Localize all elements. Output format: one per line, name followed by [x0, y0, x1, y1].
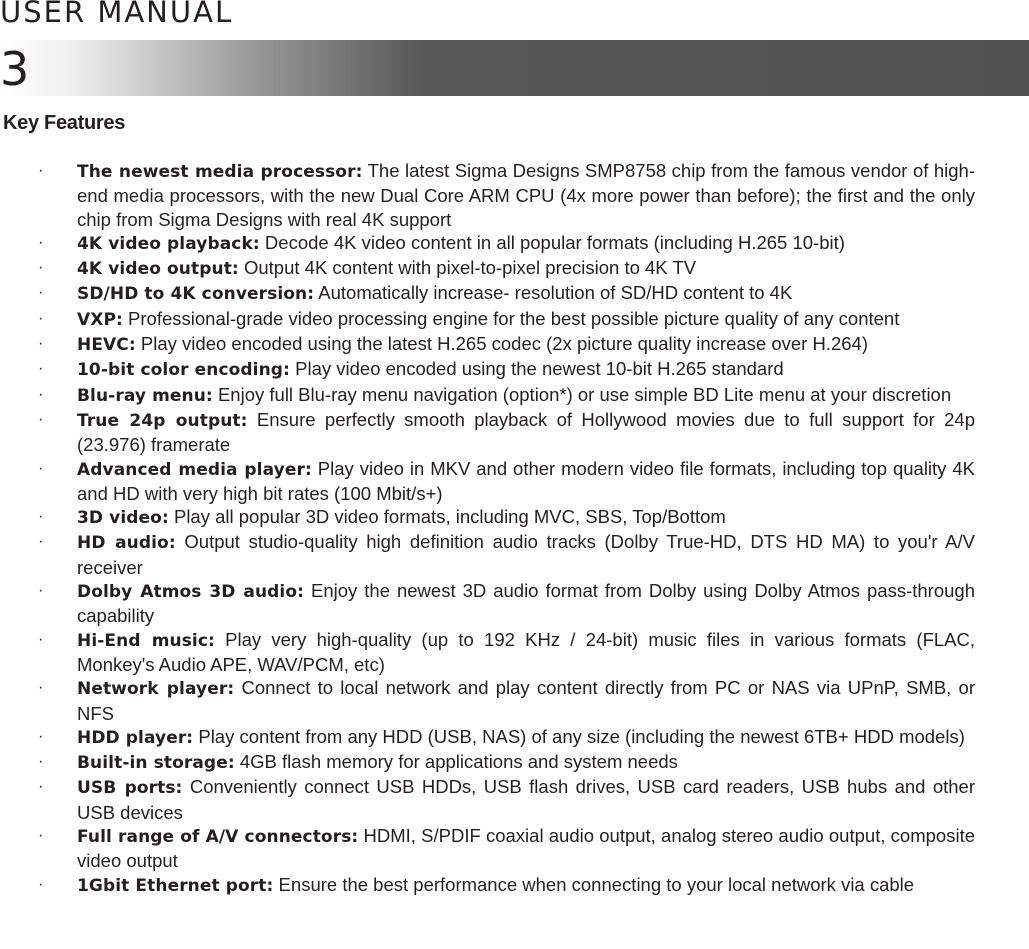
feature-term: Dolby Atmos 3D audio:: [77, 582, 305, 603]
feature-item: [0, 159, 975, 231]
feature-term: Advanced media player:: [77, 459, 312, 480]
feature-term: 1Gbit Ethernet port:: [77, 875, 274, 896]
feature-description: Conveniently connect USB HDDs, USB flash drives, USB card readers, USB hubs and other USB devices: [77, 776, 976, 823]
feature-term: 3D video:: [77, 508, 169, 529]
feature-term: VXP:: [77, 309, 123, 330]
feature-term: 4K video playback:: [77, 233, 260, 254]
feature-term: 10-bit color encoding:: [77, 360, 290, 381]
feature-term: Network player:: [77, 679, 235, 700]
feature-term: Blu-ray menu:: [77, 385, 213, 406]
feature-description: Professional-grade video processing engine for the best possible picture quality of any content: [122, 307, 900, 329]
feature-item: [0, 281, 975, 306]
feature-description: Play video encoded using the newest 10-bit H.265 standard: [289, 358, 784, 380]
bullet-dot: ·: [38, 753, 44, 771]
feature-item: [0, 676, 975, 725]
feature-term: USB ports:: [77, 778, 183, 799]
feature-item: [0, 750, 975, 775]
feature-item: [0, 332, 975, 357]
feature-description: Automatically increase- resolution of SD/HD content to 4K: [314, 282, 793, 304]
bullet-dot: ·: [38, 284, 44, 302]
feature-item: [0, 256, 975, 281]
bullet-dot: ·: [38, 309, 44, 327]
feature-term: Full range of A/V connectors:: [77, 827, 359, 848]
bullet-dot: ·: [38, 459, 44, 477]
feature-item: [0, 231, 975, 256]
feature-description: Ensure the best performance when connecting to your local network via cable: [273, 873, 915, 895]
feature-description: Play very high-quality (up to 192 KHz / 24-bit) music files in various formats (FLAC, Monkey's Audio APE, WAV/PCM, etc): [77, 628, 975, 675]
bullet-dot: ·: [38, 162, 44, 179]
chapter-number: 3: [0, 42, 30, 96]
bullet-dot: ·: [38, 533, 44, 551]
feature-item: [0, 457, 975, 506]
feature-description: Ensure perfectly smooth playback of Hollywood movies due to full support for 24p (23.976) framerate: [77, 408, 975, 456]
section-title: Key Features: [3, 112, 126, 134]
feature-item: [0, 824, 975, 873]
feature-description: Enjoy full Blu-ray menu navigation (option*) or use simple BD Lite menu at your discretion: [212, 383, 952, 405]
bullet-dot: ·: [38, 410, 44, 428]
feature-item: [0, 408, 975, 457]
feature-description: Output 4K content with pixel-to-pixel precision to 4K TV: [238, 257, 697, 279]
feature-item: [0, 383, 975, 408]
bullet-dot: ·: [38, 778, 44, 796]
bullet-dot: ·: [38, 233, 44, 251]
feature-term: HD audio:: [77, 533, 176, 554]
feature-term: Hi-End music:: [77, 630, 215, 651]
feature-term: True 24p output:: [77, 410, 248, 431]
feature-description: Output studio-quality high definition audio tracks (Dolby True-HD, DTS HD MA) to you'r A/V receiver: [77, 531, 975, 578]
bullet-dot: ·: [38, 582, 44, 600]
bullet-dot: ·: [38, 875, 44, 893]
key-features-list: [0, 159, 975, 898]
feature-description: Play all popular 3D video formats, including MVC, SBS, Top/Bottom: [168, 506, 726, 528]
feature-term: Built-in storage:: [77, 753, 235, 774]
feature-description: HDMI, S/PDIF coaxial audio output, analog stereo audio output, composite video output: [77, 825, 975, 872]
feature-item: [0, 357, 975, 382]
bullet-dot: ·: [38, 827, 44, 845]
feature-item: [0, 628, 975, 677]
bullet-dot: ·: [38, 385, 44, 403]
feature-description: 4GB flash memory for applications and system needs: [234, 751, 678, 773]
feature-description: Play video in MKV and other modern video file formats, including top quality 4K and HD with very high bit rates (100 Mbit/s+): [77, 457, 975, 504]
feature-description: Play content from any HDD (USB, NAS) of any size (including the newest 6TB+ HDD models): [193, 725, 965, 747]
bullet-dot: ·: [38, 727, 44, 745]
feature-item: [0, 307, 975, 332]
bullet-dot: ·: [38, 360, 44, 378]
feature-item: [0, 505, 975, 530]
feature-item: [0, 530, 975, 579]
feature-term: The newest media processor:: [77, 162, 363, 182]
feature-item: [0, 775, 975, 824]
feature-item: [0, 725, 975, 750]
feature-term: HDD player:: [77, 727, 194, 748]
bullet-dot: ·: [38, 259, 44, 277]
feature-term: HEVC:: [77, 335, 136, 356]
manual-header-title: USER MANUAL: [0, 0, 234, 29]
feature-item: [0, 873, 975, 898]
feature-description: Play video encoded using the latest H.265 codec (2x picture quality increase over H.264): [135, 333, 868, 355]
bullet-dot: ·: [38, 335, 44, 353]
feature-description: Enjoy the newest 3D audio format from Dolby using Dolby Atmos pass-through capability: [77, 580, 975, 627]
feature-item: [0, 579, 975, 628]
bullet-dot: ·: [38, 630, 44, 648]
feature-description: Connect to local network and play content directly from PC or NAS via UPnP, SMB, or NFS: [77, 677, 975, 724]
bullet-dot: ·: [38, 508, 44, 526]
bullet-dot: ·: [38, 679, 44, 697]
feature-description: The latest Sigma Designs SMP8758 chip from the famous vendor of high-end media processors, with the new Dual Core ARM CPU (4x more power than before); the first and the only chip from Sigma Designs with real 4K support: [77, 160, 975, 230]
feature-term: SD/HD to 4K conversion:: [77, 284, 315, 305]
feature-description: Decode 4K video content in all popular formats (including H.265 10-bit): [259, 231, 845, 253]
feature-term: 4K video output:: [77, 259, 239, 280]
chapter-gradient-bar: [0, 40, 1029, 96]
